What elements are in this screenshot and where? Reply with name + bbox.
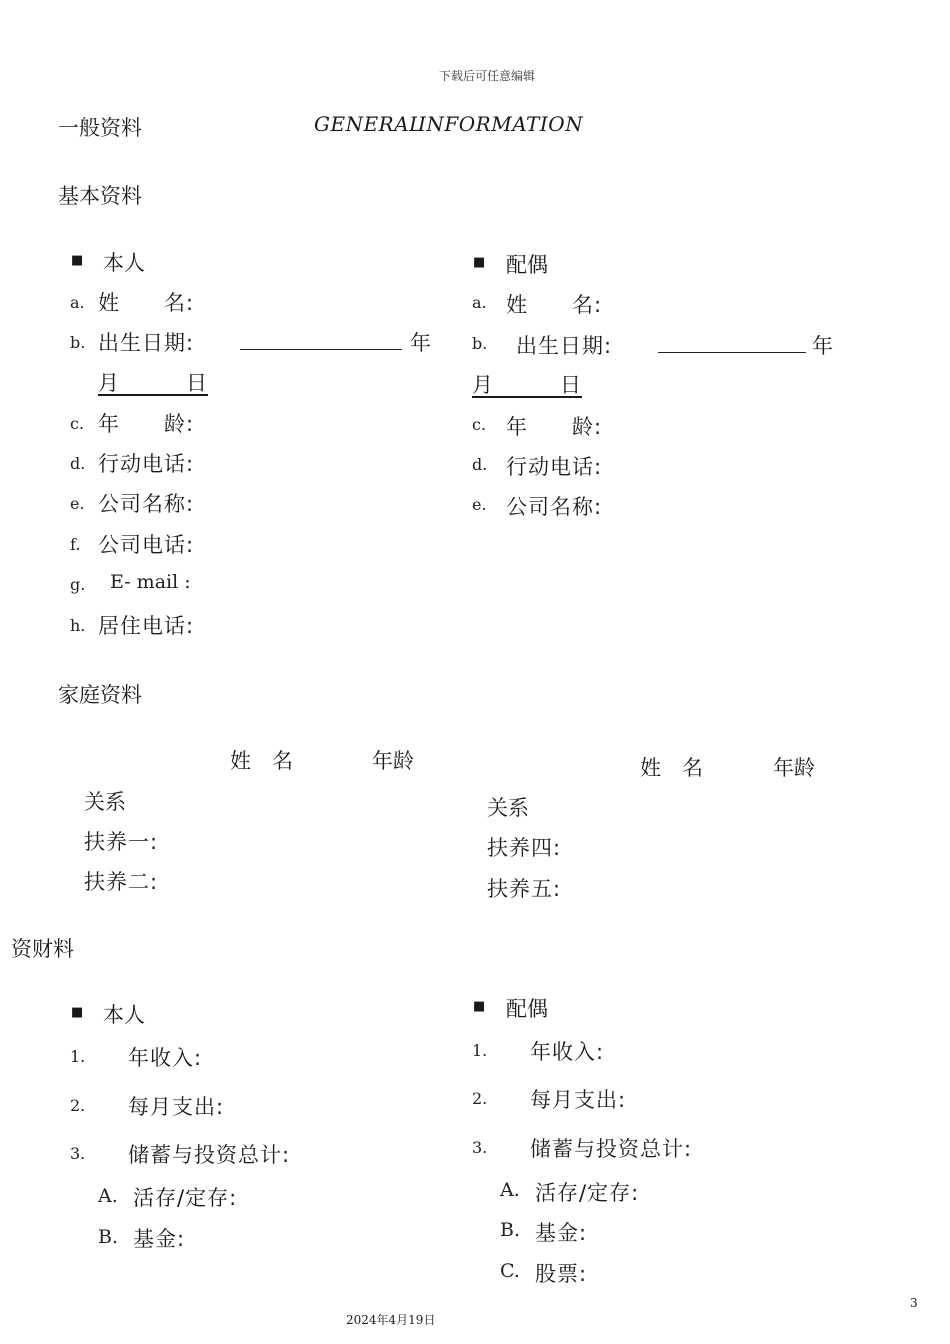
item-marker: A. bbox=[98, 1185, 118, 1207]
self-heading: 本人 bbox=[103, 251, 145, 275]
spouse-deposit-label: 活存/定存: bbox=[535, 1181, 640, 1205]
item-marker: B. bbox=[98, 1226, 119, 1248]
self-age-label: 年 龄: bbox=[98, 412, 195, 436]
dependent-4-label: 扶养四: bbox=[487, 836, 562, 860]
item-marker: 3. bbox=[472, 1138, 488, 1157]
item-marker: 2. bbox=[70, 1096, 86, 1115]
square-bullet-icon: ■ bbox=[473, 255, 486, 270]
spouse-stock-label: 股票: bbox=[535, 1262, 588, 1286]
self-birth-month-day: 月 日 bbox=[98, 371, 208, 395]
self-birthdate-label: 出生日期: bbox=[98, 331, 195, 355]
self-birthdate-blank[interactable] bbox=[240, 331, 402, 350]
family-right-col-age: 年龄 bbox=[773, 756, 815, 780]
basic-info-title: 基本资料 bbox=[58, 184, 142, 208]
item-marker: e. bbox=[70, 494, 85, 513]
spouse-age-label: 年 龄: bbox=[506, 415, 603, 439]
family-info-title: 家庭资料 bbox=[58, 683, 142, 707]
item-marker: d. bbox=[70, 454, 86, 473]
item-marker: 2. bbox=[472, 1089, 488, 1108]
square-bullet-icon: ■ bbox=[473, 999, 486, 1014]
footer-date: 2024年4月19日 bbox=[346, 1313, 436, 1327]
spouse-annual-income-label: 年收入: bbox=[530, 1040, 605, 1064]
section-title-en-1: GENERAL bbox=[314, 112, 423, 136]
item-marker: 1. bbox=[70, 1047, 86, 1066]
family-left-col-age: 年龄 bbox=[372, 749, 414, 773]
square-bullet-icon: ■ bbox=[71, 253, 84, 268]
item-marker: a. bbox=[472, 293, 487, 312]
square-bullet-icon: ■ bbox=[71, 1005, 84, 1020]
self-fund-label: 基金: bbox=[133, 1227, 186, 1251]
spouse-birth-year-unit: 年 bbox=[812, 334, 834, 358]
self-deposit-label: 活存/定存: bbox=[133, 1186, 238, 1210]
finance-spouse-heading: 配偶 bbox=[506, 997, 548, 1021]
dependent-2-clip bbox=[80, 862, 200, 894]
self-name-label: 姓 名: bbox=[98, 291, 195, 315]
spouse-heading: 配偶 bbox=[506, 253, 548, 277]
family-left-col-relation: 关系 bbox=[84, 790, 126, 814]
self-birth-year-unit: 年 bbox=[410, 331, 432, 355]
self-company-phone-label: 公司电话: bbox=[98, 533, 195, 557]
spouse-birthdate-label: 出生日期: bbox=[516, 334, 613, 358]
item-marker: c. bbox=[472, 415, 487, 434]
item-marker: C. bbox=[500, 1260, 520, 1282]
family-left-col-name: 姓 名 bbox=[230, 749, 293, 773]
spouse-savings-label: 储蓄与投资总计: bbox=[530, 1137, 693, 1161]
self-home-phone-label: 居住电话: bbox=[98, 614, 195, 638]
header-note: 下载后可任意编辑 bbox=[439, 69, 536, 83]
family-right-col-name: 姓 名 bbox=[640, 756, 703, 780]
finance-self-heading: 本人 bbox=[103, 1003, 145, 1027]
family-right-col-relation: 关系 bbox=[487, 796, 529, 820]
item-marker: 1. bbox=[472, 1041, 488, 1060]
dependent-5-label: 扶养五: bbox=[487, 877, 562, 901]
finance-title: 资财料 bbox=[11, 937, 74, 961]
self-mobile-label: 行动电话: bbox=[98, 452, 195, 476]
self-monthly-expense-label: 每月支出: bbox=[128, 1095, 225, 1119]
dependent-2-label: 扶养二: bbox=[84, 870, 159, 894]
item-marker: h. bbox=[70, 616, 86, 635]
self-annual-income-label: 年收入: bbox=[128, 1046, 203, 1070]
item-marker: a. bbox=[70, 293, 85, 312]
item-marker: b. bbox=[70, 333, 86, 352]
page-number: 3 bbox=[910, 1296, 918, 1310]
item-marker: c. bbox=[70, 414, 85, 433]
self-email-label: E- mail : bbox=[110, 571, 191, 593]
item-marker: f. bbox=[70, 535, 81, 554]
self-savings-label: 储蓄与投资总计: bbox=[128, 1143, 291, 1167]
item-marker: A. bbox=[500, 1179, 520, 1201]
spouse-birthdate-blank[interactable] bbox=[658, 334, 806, 353]
item-marker: g. bbox=[70, 575, 86, 594]
dependent-1-label: 扶养一: bbox=[84, 830, 159, 854]
item-marker: B. bbox=[500, 1219, 521, 1241]
spouse-birth-month-day: 月 日 bbox=[472, 373, 582, 397]
item-marker: e. bbox=[472, 495, 487, 514]
spouse-mobile-label: 行动电话: bbox=[506, 455, 603, 479]
item-marker: d. bbox=[472, 455, 488, 474]
section-title-cn: 一般资料 bbox=[58, 116, 142, 140]
spouse-name-label: 姓 名: bbox=[506, 293, 603, 317]
item-marker: b. bbox=[472, 334, 488, 353]
self-company-label: 公司名称: bbox=[98, 492, 195, 516]
spouse-company-label: 公司名称: bbox=[506, 495, 603, 519]
section-title-en-2: INFORMATION bbox=[418, 112, 584, 136]
spouse-fund-label: 基金: bbox=[535, 1221, 588, 1245]
spouse-monthly-expense-label: 每月支出: bbox=[530, 1088, 627, 1112]
item-marker: 3. bbox=[70, 1144, 86, 1163]
